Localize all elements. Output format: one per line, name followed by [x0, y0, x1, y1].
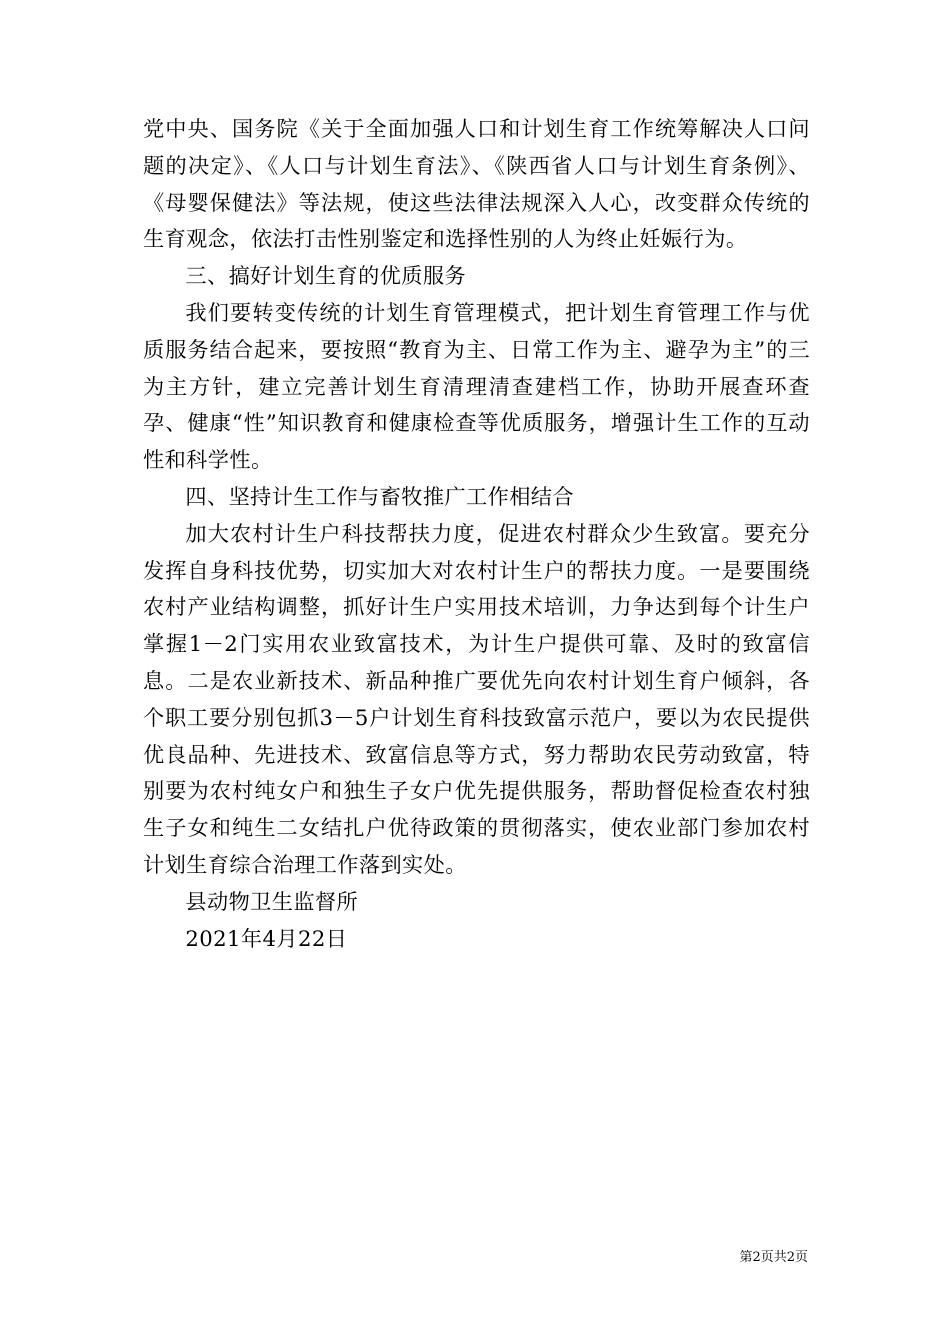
section-heading-quality-service: 三、搞好计划生育的优质服务: [185, 263, 467, 289]
paragraph-quality-service: 我们要转变传统的计划生育管理模式，把计划生育管理工作与优质服务结合起来，要按照“教育为主、日常工作为主、避孕为主”的三为主方针，建立完善计划生育清理清查建档工作，协助开展查环查孕、健康“性”知识教育和健康检查等优质服务，增强计生工作的互动性和科学性。: [143, 299, 810, 473]
section-heading-livestock-promotion: 四、坚持计生工作与畜牧推广工作相结合: [185, 483, 574, 509]
paragraph-livestock-promotion: 加大农村计生户科技帮扶力度，促进农村群众少生致富。要充分发挥自身科技优势，切实加大对农村计生户的帮扶力度。一是要围绕农村产业结构调整，抓好计生户实用技术培训，力争达到每个计生户掌握1－2门实用农业致富技术，为计生户提供可靠、及时的致富信息。二是农业新技术、新品种推广要优先向农村计划生育户倾斜，各个职工要分别包抓3－5户计划生育科技致富示范户，要以为农民提供优良品种、先进技术、致富信息等方式，努力帮助农民劳动致富，特别要为农村纯女户和独生子女户优先提供服务，帮助督促检查农村独生子女和纯生二女结扎户优待政策的贯彻落实，使农业部门参加农村计划生育综合治理工作落到实处。: [143, 520, 810, 877]
page-number-footer: 第2页共2页: [739, 1250, 808, 1265]
signature-date: 2021年4月22日: [185, 925, 348, 951]
signature-organization: 县动物卫生监督所: [185, 888, 359, 914]
paragraph-regulations: 党中央、国务院《关于全面加强人口和计划生育工作统筹解决人口问题的决定》、《人口与计划生育法》、《陕西省人口与计划生育条例》、《母婴保健法》等法规，使这些法律法规深入人心，改变群众传统的生育观念，依法打击性别鉴定和选择性别的人为终止妊娠行为。: [143, 116, 810, 252]
document-body: [143, 111, 810, 957]
